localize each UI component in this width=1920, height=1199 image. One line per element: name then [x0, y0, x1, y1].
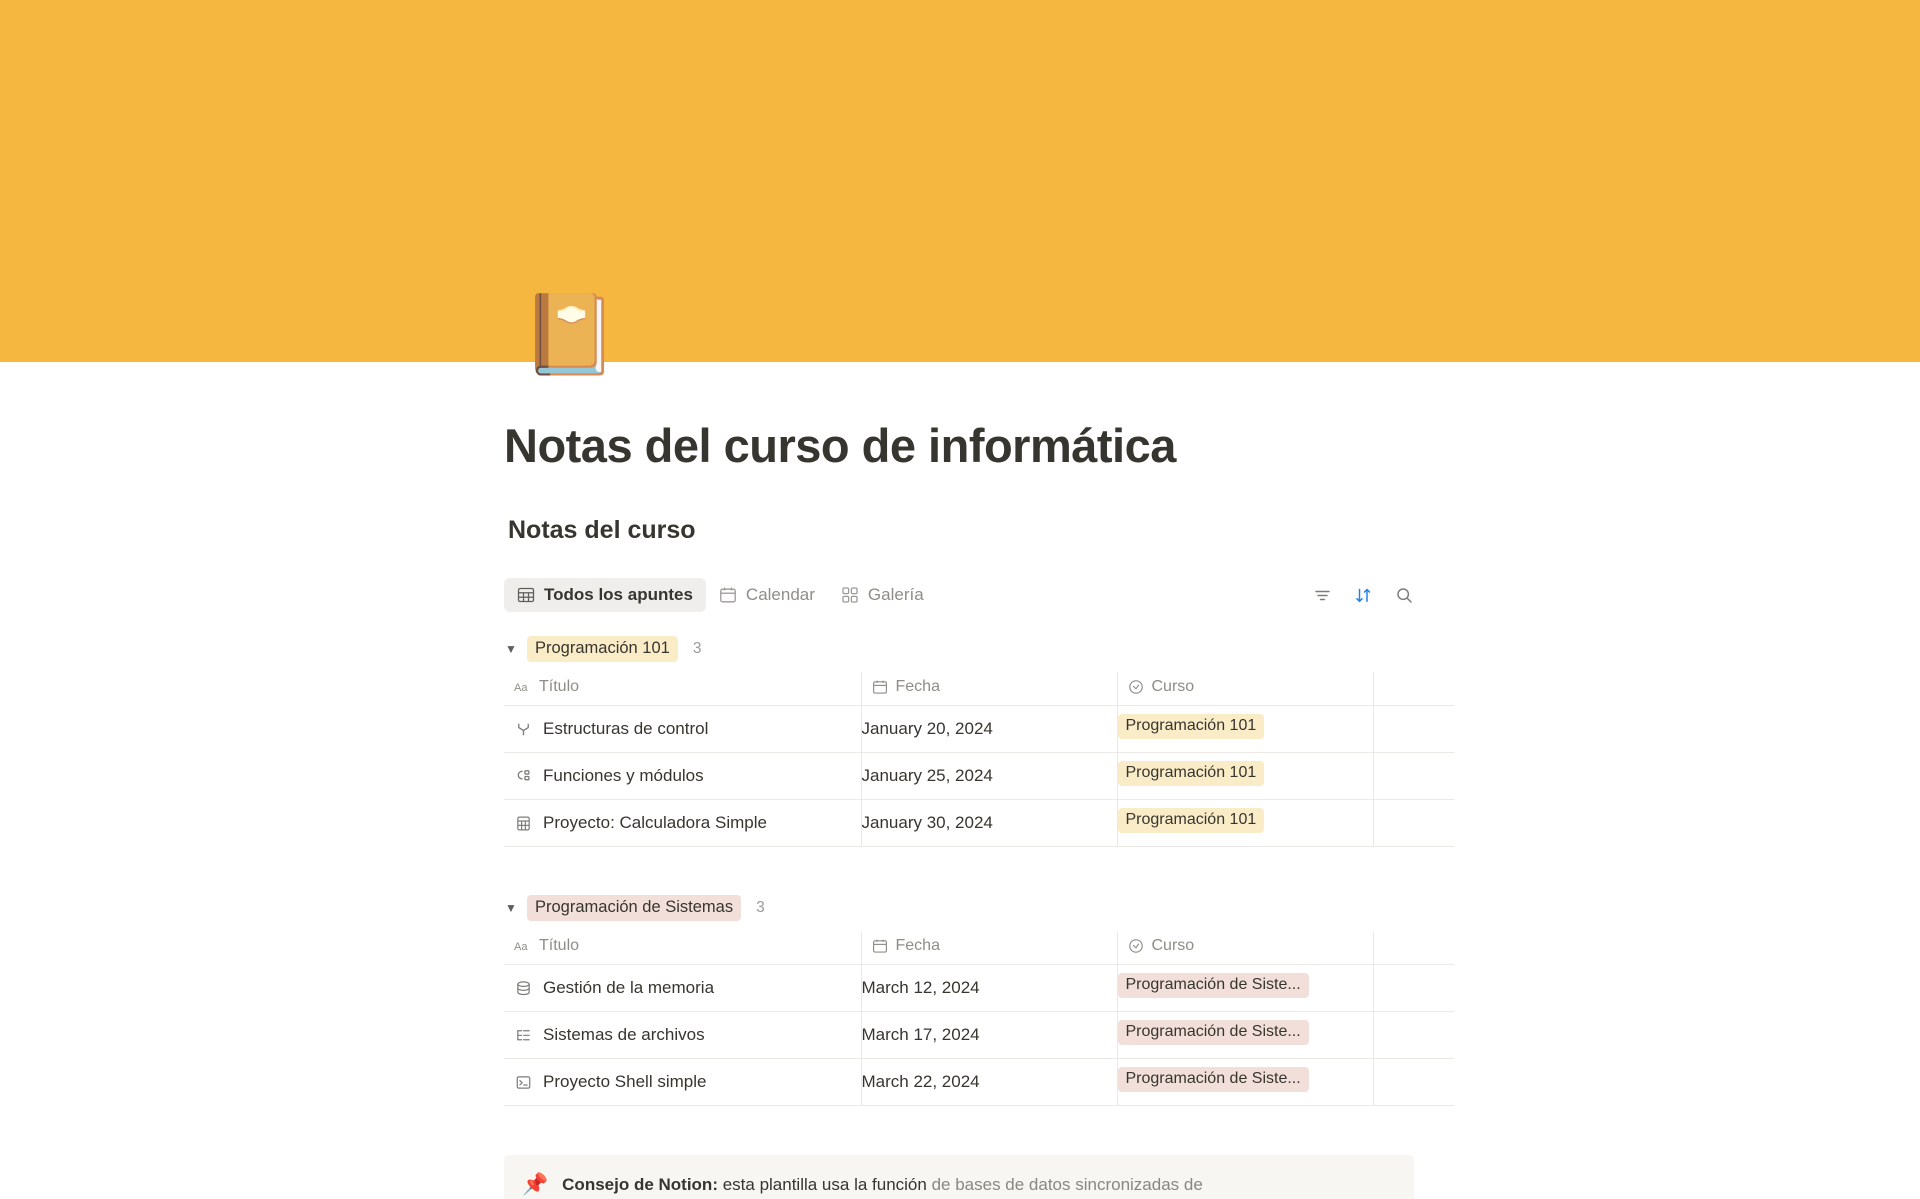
- column-label: Curso: [1151, 678, 1195, 695]
- column-header-add[interactable]: [1373, 931, 1454, 965]
- cell-fecha[interactable]: January 20, 2024: [861, 706, 1117, 753]
- table-row[interactable]: [504, 1012, 1454, 1059]
- course-tag: Programación 101: [1118, 714, 1265, 739]
- text-icon: [514, 939, 531, 953]
- cell-fecha[interactable]: March 17, 2024: [861, 1012, 1117, 1059]
- terminal-icon: [514, 1074, 533, 1091]
- course-tag: Programación 101: [1118, 808, 1265, 833]
- stack-icon: [514, 980, 533, 997]
- row-title: Gestión de la memoria: [543, 978, 715, 997]
- cell-title[interactable]: [504, 800, 861, 847]
- column-label: Título: [539, 678, 580, 695]
- column-header-titulo[interactable]: [504, 931, 861, 965]
- database-table: [504, 672, 1454, 847]
- column-header-fecha[interactable]: [861, 672, 1117, 706]
- row-title: Funciones y módulos: [543, 766, 704, 785]
- column-label: Curso: [1151, 937, 1195, 954]
- sort-icon[interactable]: [1354, 586, 1373, 605]
- column-header-add[interactable]: [1373, 672, 1454, 706]
- notebook-emoji-icon[interactable]: 📔: [521, 290, 619, 378]
- tab-label: Calendar: [745, 585, 815, 604]
- cell-empty: [1373, 800, 1454, 847]
- svg-text:Aa: Aa: [514, 941, 528, 953]
- course-tag: Programación de Siste...: [1118, 973, 1309, 998]
- search-icon[interactable]: [1395, 586, 1414, 605]
- table-header-row: [504, 931, 1454, 965]
- tab-galeria[interactable]: [828, 578, 937, 612]
- table-row[interactable]: [504, 753, 1454, 800]
- cell-title[interactable]: [504, 1012, 861, 1059]
- calculator-icon: [514, 815, 533, 832]
- callout-muted: de bases de datos sincronizadas de: [926, 1175, 1203, 1194]
- column-label: Fecha: [895, 678, 940, 695]
- group-header[interactable]: [504, 894, 1454, 922]
- select-icon: [1128, 938, 1144, 954]
- calendar-icon: [872, 679, 888, 695]
- course-tag: Programación 101: [1118, 761, 1265, 786]
- group-title: Programación de Sistemas: [527, 895, 741, 921]
- tab-todos-los-apuntes[interactable]: [504, 578, 706, 612]
- cell-fecha[interactable]: March 22, 2024: [861, 1059, 1117, 1106]
- table-row[interactable]: [504, 1059, 1454, 1106]
- gallery-icon: [841, 586, 859, 604]
- tab-calendar[interactable]: [706, 578, 828, 612]
- cell-title[interactable]: [504, 1059, 861, 1106]
- calendar-icon: [872, 938, 888, 954]
- callout-strong: Consejo de Notion:: [562, 1175, 718, 1194]
- cell-fecha[interactable]: March 12, 2024: [861, 965, 1117, 1012]
- column-label: Título: [539, 937, 580, 954]
- list-icon: [514, 1027, 533, 1044]
- cell-curso[interactable]: [1117, 1059, 1373, 1106]
- group-count: 3: [692, 640, 702, 657]
- table-icon: [517, 586, 535, 604]
- cell-curso[interactable]: [1117, 965, 1373, 1012]
- text-icon: [514, 680, 531, 694]
- group-header[interactable]: [504, 635, 1454, 663]
- cell-empty: [1373, 753, 1454, 800]
- cell-fecha[interactable]: January 30, 2024: [861, 800, 1117, 847]
- table-row[interactable]: [504, 965, 1454, 1012]
- group-count: 3: [756, 899, 765, 916]
- cell-title[interactable]: [504, 753, 861, 800]
- tab-label: Galería: [867, 585, 924, 604]
- group-programacion-101: [504, 635, 1454, 847]
- cell-title[interactable]: [504, 706, 861, 753]
- row-title: Proyecto Shell simple: [543, 1072, 707, 1091]
- table-header-row: [504, 672, 1454, 706]
- cell-curso[interactable]: [1117, 753, 1373, 800]
- section-heading: Notas del curso: [508, 516, 696, 544]
- tab-label: Todos los apuntes: [544, 585, 693, 604]
- cell-empty: [1373, 706, 1454, 753]
- view-actions: [1313, 586, 1416, 605]
- pin-icon: 📌: [522, 1173, 549, 1196]
- cell-empty: [1373, 965, 1454, 1012]
- svg-text:Aa: Aa: [514, 682, 528, 694]
- column-header-curso[interactable]: [1117, 931, 1373, 965]
- table-row[interactable]: [504, 800, 1454, 847]
- column-header-curso[interactable]: [1117, 672, 1373, 706]
- course-tag: Programación de Siste...: [1118, 1020, 1309, 1045]
- filter-icon[interactable]: [1313, 586, 1332, 605]
- group-programacion-de-sistemas: [504, 894, 1454, 1106]
- cell-title[interactable]: [504, 965, 861, 1012]
- flow-icon: [514, 721, 533, 738]
- cell-curso[interactable]: [1117, 706, 1373, 753]
- table-row[interactable]: [504, 706, 1454, 753]
- course-tag: Programación de Siste...: [1118, 1067, 1309, 1092]
- callout-rest: esta plantilla usa la función: [717, 1175, 927, 1194]
- page-title: Notas del curso de informática: [504, 419, 1176, 472]
- database-table: [504, 931, 1454, 1106]
- cell-fecha[interactable]: January 25, 2024: [861, 753, 1117, 800]
- cell-curso[interactable]: [1117, 800, 1373, 847]
- function-icon: [514, 768, 533, 785]
- cell-empty: [1373, 1059, 1454, 1106]
- chevron-down-icon[interactable]: ▼: [505, 642, 517, 656]
- cell-curso[interactable]: [1117, 1012, 1373, 1059]
- column-header-titulo[interactable]: [504, 672, 861, 706]
- page-cover: [0, 0, 1920, 362]
- callout-text: [562, 1172, 1203, 1198]
- column-header-fecha[interactable]: [861, 931, 1117, 965]
- callout-block: [504, 1155, 1414, 1199]
- row-title: Estructuras de control: [543, 719, 709, 738]
- database-view-bar: [504, 575, 1416, 615]
- group-title: Programación 101: [527, 636, 678, 662]
- row-title: Sistemas de archivos: [543, 1025, 705, 1044]
- calendar-icon: [719, 586, 737, 604]
- row-title: Proyecto: Calculadora Simple: [543, 813, 767, 832]
- cell-empty: [1373, 1012, 1454, 1059]
- column-label: Fecha: [895, 937, 940, 954]
- select-icon: [1128, 679, 1144, 695]
- chevron-down-icon[interactable]: ▼: [505, 901, 517, 915]
